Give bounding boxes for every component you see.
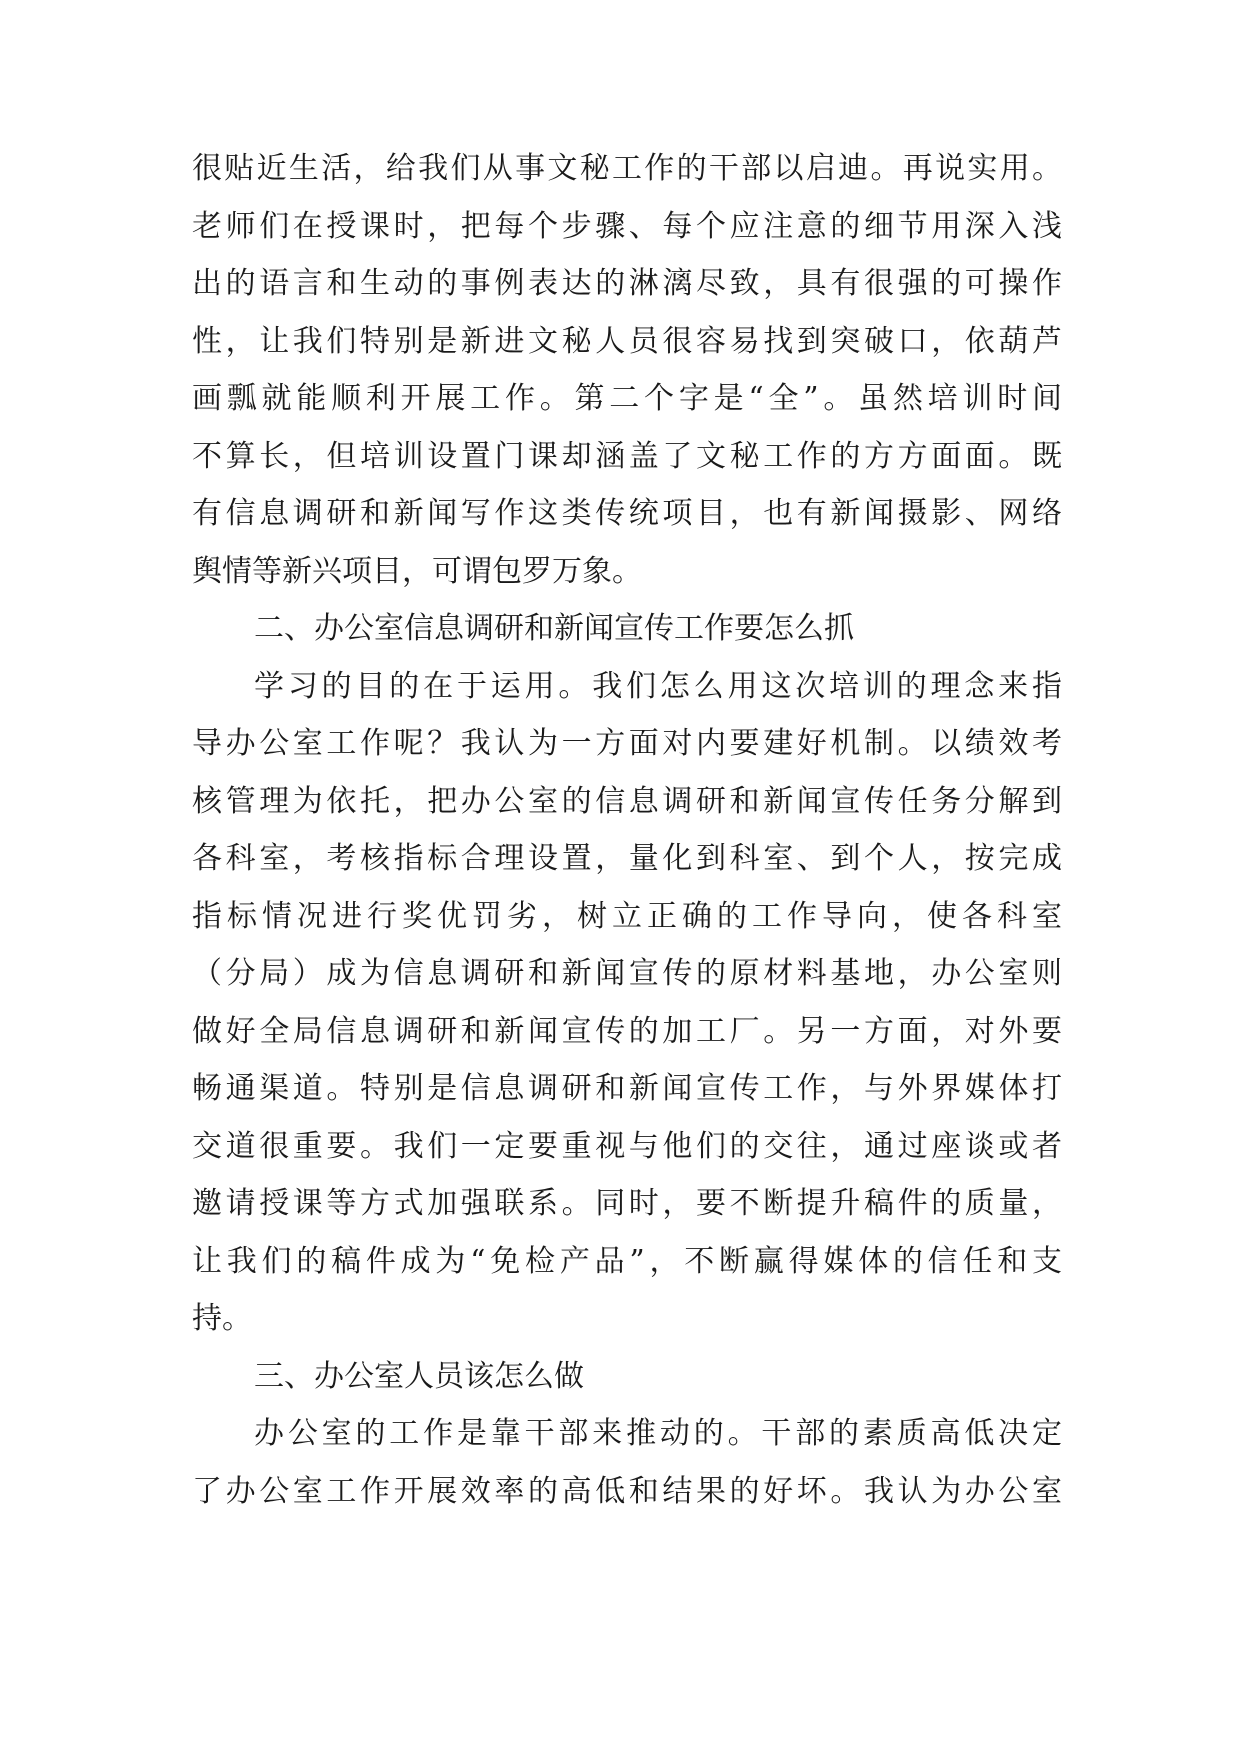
text-line: 性，让我们特别是新进文秘人员很容易找到突破口，依葫芦: [192, 323, 1062, 359]
text-line: 了办公室工作开展效率的高低和结果的好坏。我认为办公室: [192, 1473, 1062, 1509]
text-line: 畅通渠道。特别是信息调研和新闻宣传工作，与外界媒体打: [192, 1071, 1062, 1106]
text-line: 有信息调研和新闻写作这类传统项目，也有新闻摄影、网络: [192, 496, 1062, 531]
text-line: 老师们在授课时，把每个步骤、每个应注意的细节用深入浅: [192, 208, 1062, 244]
text-line: 出的语言和生动的事例表达的淋漓尽致，具有很强的可操作: [192, 266, 1062, 301]
text-line: （分局）成为信息调研和新闻宣传的原材料基地，办公室则: [192, 956, 1062, 991]
text-line: 画瓢就能顺利开展工作。第二个字是“全”。虽然培训时间: [192, 381, 1062, 416]
text-line: 办公室的工作是靠干部来推动的。干部的素质高低决定: [254, 1416, 1062, 1451]
text-line: 做好全局信息调研和新闻宣传的加工厂。另一方面，对外要: [192, 1013, 1062, 1049]
text-line: 很贴近生活，给我们从事文秘工作的干部以启迪。再说实用。: [192, 151, 1062, 186]
text-line: 邀请授课等方式加强联系。同时，要不断提升稿件的质量，: [192, 1186, 1062, 1221]
text-line: 不算长，但培训设置门课却涵盖了文秘工作的方方面面。既: [192, 438, 1062, 474]
text-line: 让我们的稿件成为“免检产品”，不断赢得媒体的信任和支: [192, 1243, 1062, 1279]
text-line: 核管理为依托，把办公室的信息调研和新闻宣传任务分解到: [192, 783, 1062, 819]
text-line: 舆情等新兴项目，可谓包罗万象。: [192, 553, 642, 589]
text-line: 导办公室工作呢？我认为一方面对内要建好机制。以绩效考: [192, 726, 1062, 761]
text-line: 指标情况进行奖优罚劣，树立正确的工作导向，使各科室: [192, 898, 1062, 934]
document-body: [192, 140, 1062, 1520]
text-line: 持。: [192, 1301, 252, 1336]
text-line: 各科室，考核指标合理设置，量化到科室、到个人，按完成: [192, 841, 1062, 876]
text-line: 学习的目的在于运用。我们怎么用这次培训的理念来指: [254, 668, 1062, 704]
text-line: 交道很重要。我们一定要重视与他们的交往，通过座谈或者: [192, 1128, 1062, 1164]
text-line: 二、办公室信息调研和新闻宣传工作要怎么抓: [254, 611, 854, 646]
text-line: 三、办公室人员该怎么做: [254, 1358, 584, 1394]
